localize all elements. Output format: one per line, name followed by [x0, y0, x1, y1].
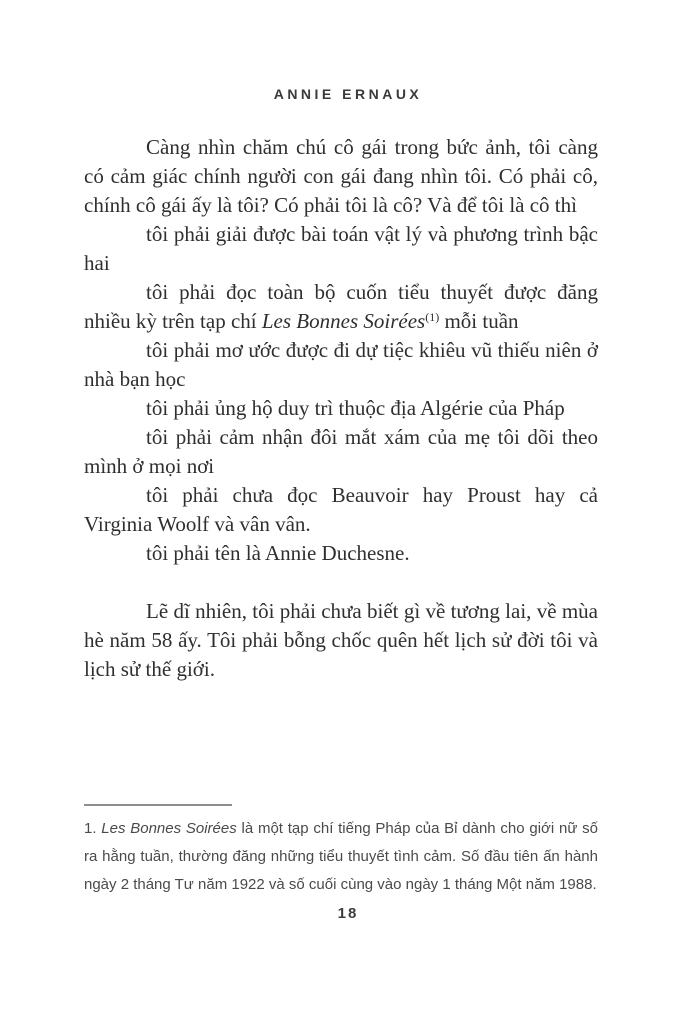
text-segment-normal: tôi phải đọc toàn bộ cuốn tiểu thuyết được đăng nhiều kỳ trên tạp chí — [84, 280, 598, 333]
paragraph — [84, 597, 598, 684]
text-segment-normal: tôi phải cảm nhận đôi mắt xám của mẹ tôi dõi theo mình ở mọi nơi — [84, 425, 598, 478]
paragraph — [84, 394, 598, 423]
paragraph — [84, 336, 598, 394]
text-segment-normal: tôi phải mơ ước được đi dự tiệc khiêu vũ thiếu niên ở nhà bạn học — [84, 338, 598, 391]
text-segment-italic: Les Bonnes Soirées — [261, 309, 426, 333]
paragraph — [84, 220, 598, 278]
text-segment-sup: (1) — [425, 310, 440, 324]
text-segment-normal: tôi phải tên là Annie Duchesne. — [146, 541, 410, 565]
paragraph — [84, 539, 598, 568]
text-segment-normal: Càng nhìn chăm chú cô gái trong bức ảnh, tôi càng có cảm giác chính người con gái đang nhìn tôi. Có phải cô, chính cô gái ấy là tôi? Có phải tôi là cô? Và để tôi là cô thì — [84, 135, 598, 217]
text-segment-italic: Les Bonnes Soirées — [101, 820, 237, 837]
footnote-block — [84, 804, 598, 899]
text-segment-normal: tôi phải chưa đọc Beauvoir hay Proust hay cả Virginia Woolf và vân vân. — [84, 483, 598, 536]
page-number: 18 — [337, 905, 359, 922]
body-text — [84, 133, 598, 684]
running-header: ANNIE ERNAUX — [273, 86, 423, 102]
text-segment-normal: tôi phải ủng hộ duy trì thuộc địa Algérie của Pháp — [146, 396, 565, 420]
paragraph — [84, 481, 598, 539]
paragraph — [84, 278, 598, 336]
footnote-text — [84, 815, 598, 899]
text-segment-normal: mỗi tuần — [439, 309, 519, 333]
text-segment-normal: 1. — [84, 820, 102, 837]
paragraph — [84, 133, 598, 220]
footnote-separator — [84, 804, 232, 806]
text-segment-normal: là một tạp chí tiếng Pháp của Bỉ dành cho giới nữ số ra hằng tuần, thường đăng những tiểu thuyết tình cảm. Số đầu tiên ấn hành ngày 2 tháng Tư năm 1922 và số cuối cùng vào ngày 1 tháng Một năm 1988. — [84, 820, 598, 893]
text-segment-normal: tôi phải giải được bài toán vật lý và phương trình bậc hai — [84, 222, 598, 275]
paragraph — [84, 423, 598, 481]
text-segment-normal: Lẽ dĩ nhiên, tôi phải chưa biết gì về tương lai, về mùa hè năm 58 ấy. Tôi phải bỗng chốc quên hết lịch sử đời tôi và lịch sử thế giới. — [84, 599, 598, 681]
